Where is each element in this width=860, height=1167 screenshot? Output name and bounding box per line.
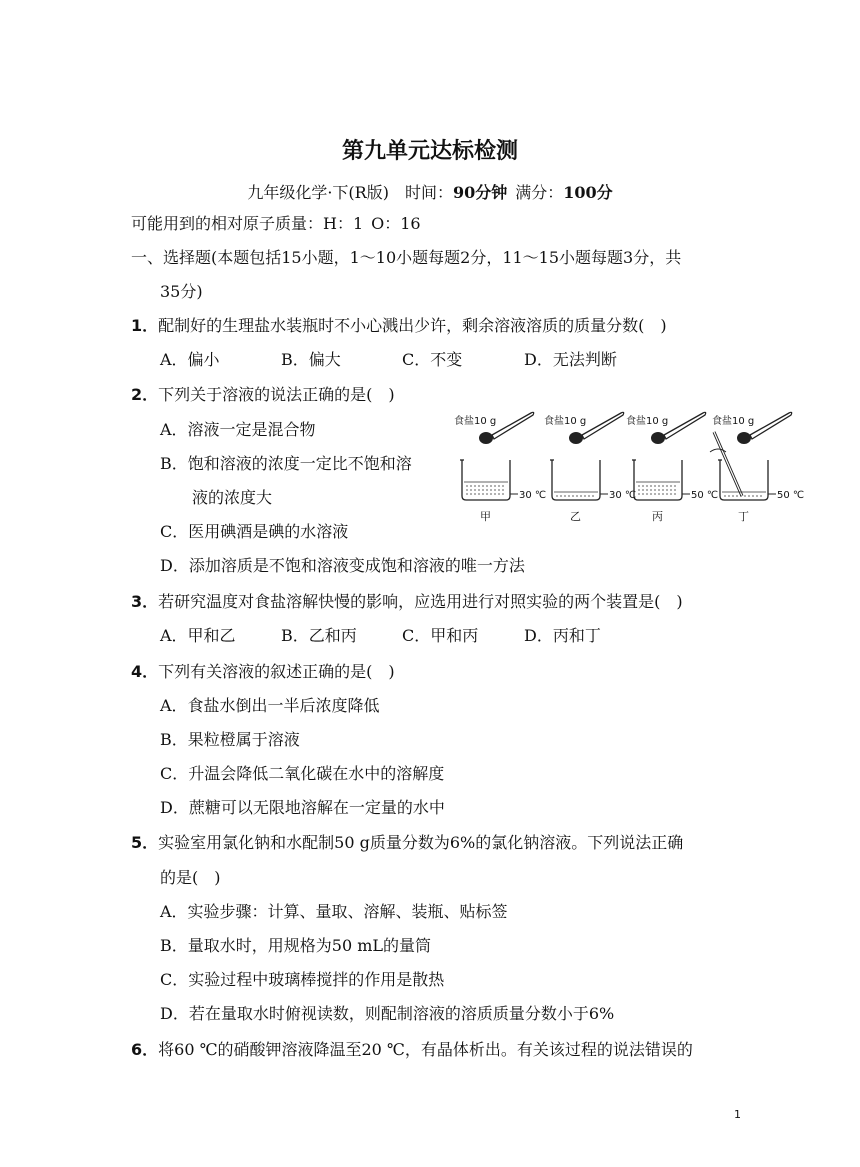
temperature-label: 30 ℃	[609, 490, 637, 501]
apparatus-jia	[454, 412, 546, 523]
page-subtitle	[0, 180, 860, 203]
beaker-name: 乙	[570, 510, 581, 523]
option-d[interactable]: D．丙和丁	[524, 626, 601, 645]
atomic-mass-note: 可能用到的相对原子质量：H：1 O：16	[131, 214, 421, 233]
question-number: 4．	[131, 662, 159, 681]
question-5-option-c[interactable]: C．实验过程中玻璃棒搅拌的作用是散热	[160, 970, 445, 989]
subtitle-duration: 90分钟	[452, 183, 508, 202]
option-b[interactable]: B．偏大	[281, 350, 341, 369]
question-stem: 下列关于溶液的说法正确的是( )	[158, 385, 395, 404]
subtitle-score: 100分	[563, 183, 613, 202]
question-number: 2．	[131, 385, 159, 404]
question-stem: 将60 ℃的硝酸钾溶液降温至20 ℃，有晶体析出。有关该过程的说法错误的	[158, 1040, 693, 1059]
option-c[interactable]: C．不变	[402, 350, 463, 369]
question-stem: 实验室用氯化钠和水配制50 g质量分数为6%的氯化钠溶液。下列说法正确	[158, 833, 684, 852]
spoon-label: 食盐10 g	[712, 416, 755, 427]
option-a[interactable]: A．偏小	[160, 350, 220, 369]
question-4-option-d[interactable]: D．蔗糖可以无限地溶解在一定量的水中	[160, 798, 445, 817]
question-4-option-a[interactable]: A．食盐水倒出一半后浓度降低	[160, 696, 380, 715]
question-stem: 下列有关溶液的叙述正确的是( )	[158, 662, 395, 681]
question-number: 5．	[131, 833, 159, 852]
question-4-option-b[interactable]: B．果粒橙属于溶液	[160, 730, 300, 749]
question-number: 3．	[131, 592, 159, 611]
question-3	[131, 592, 683, 612]
page-title: 第九单元达标检测	[341, 139, 518, 164]
question-stem: 若研究温度对食盐溶解快慢的影响，应选用进行对照实验的两个装置是( )	[158, 592, 683, 611]
question-5-stem-cont: 的是( )	[160, 868, 221, 887]
page-number: 1	[734, 1108, 741, 1121]
option-c[interactable]: C．甲和丙	[402, 626, 479, 645]
question-number: 6．	[131, 1040, 159, 1059]
question-2-option-a[interactable]: A．溶液一定是混合物	[160, 420, 316, 439]
question-4	[131, 662, 395, 682]
option-b[interactable]: B．乙和丙	[281, 626, 357, 645]
section-heading-line1: 一、选择题(本题包括15小题，1～10小题每题2分，11～15小题每题3分，共	[131, 248, 682, 267]
question-2-option-d[interactable]: D．添加溶质是不饱和溶液变成饱和溶液的唯一方法	[160, 556, 525, 575]
question-5	[131, 833, 683, 853]
beaker-figure	[448, 408, 805, 528]
beaker-name: 丙	[652, 510, 663, 523]
beaker-name: 甲	[480, 510, 491, 523]
spoon-label: 食盐10 g	[454, 416, 497, 427]
question-2-option-c[interactable]: C．医用碘酒是碘的水溶液	[160, 522, 349, 541]
option-a[interactable]: A．甲和乙	[160, 626, 236, 645]
apparatus-bing	[626, 412, 718, 523]
spoon-label: 食盐10 g	[544, 416, 587, 427]
temperature-label: 50 ℃	[777, 490, 805, 501]
question-2-option-b[interactable]: B．饱和溶液的浓度一定比不饱和溶	[160, 454, 412, 473]
question-5-option-d[interactable]: D．若在量取水时俯视读数，则配制溶液的溶质质量分数小于6%	[160, 1004, 615, 1023]
temperature-label: 50 ℃	[691, 490, 719, 501]
question-5-option-a[interactable]: A．实验步骤：计算、量取、溶解、装瓶、贴标签	[160, 902, 508, 921]
question-2-option-b-cont: 液的浓度大	[192, 488, 273, 507]
question-2	[131, 385, 395, 405]
apparatus-yi	[544, 412, 636, 523]
option-d[interactable]: D．无法判断	[524, 350, 617, 369]
subtitle-grade-time: 九年级化学·下(R版) 时间：	[247, 183, 453, 202]
question-1	[131, 316, 667, 336]
question-5-option-b[interactable]: B．量取水时，用规格为50 mL的量筒	[160, 936, 432, 955]
subtitle-score-label: 满分：	[507, 183, 564, 202]
apparatus-ding	[710, 412, 804, 523]
temperature-label: 30 ℃	[519, 490, 547, 501]
question-6	[131, 1040, 693, 1060]
question-number: 1．	[131, 316, 159, 335]
section-heading-line2: 35分)	[160, 282, 203, 301]
question-stem: 配制好的生理盐水装瓶时不小心溅出少许，剩余溶液溶质的质量分数( )	[158, 316, 667, 335]
question-4-option-c[interactable]: C．升温会降低二氧化碳在水中的溶解度	[160, 764, 445, 783]
beaker-name: 丁	[738, 510, 749, 523]
spoon-label: 食盐10 g	[626, 416, 669, 427]
